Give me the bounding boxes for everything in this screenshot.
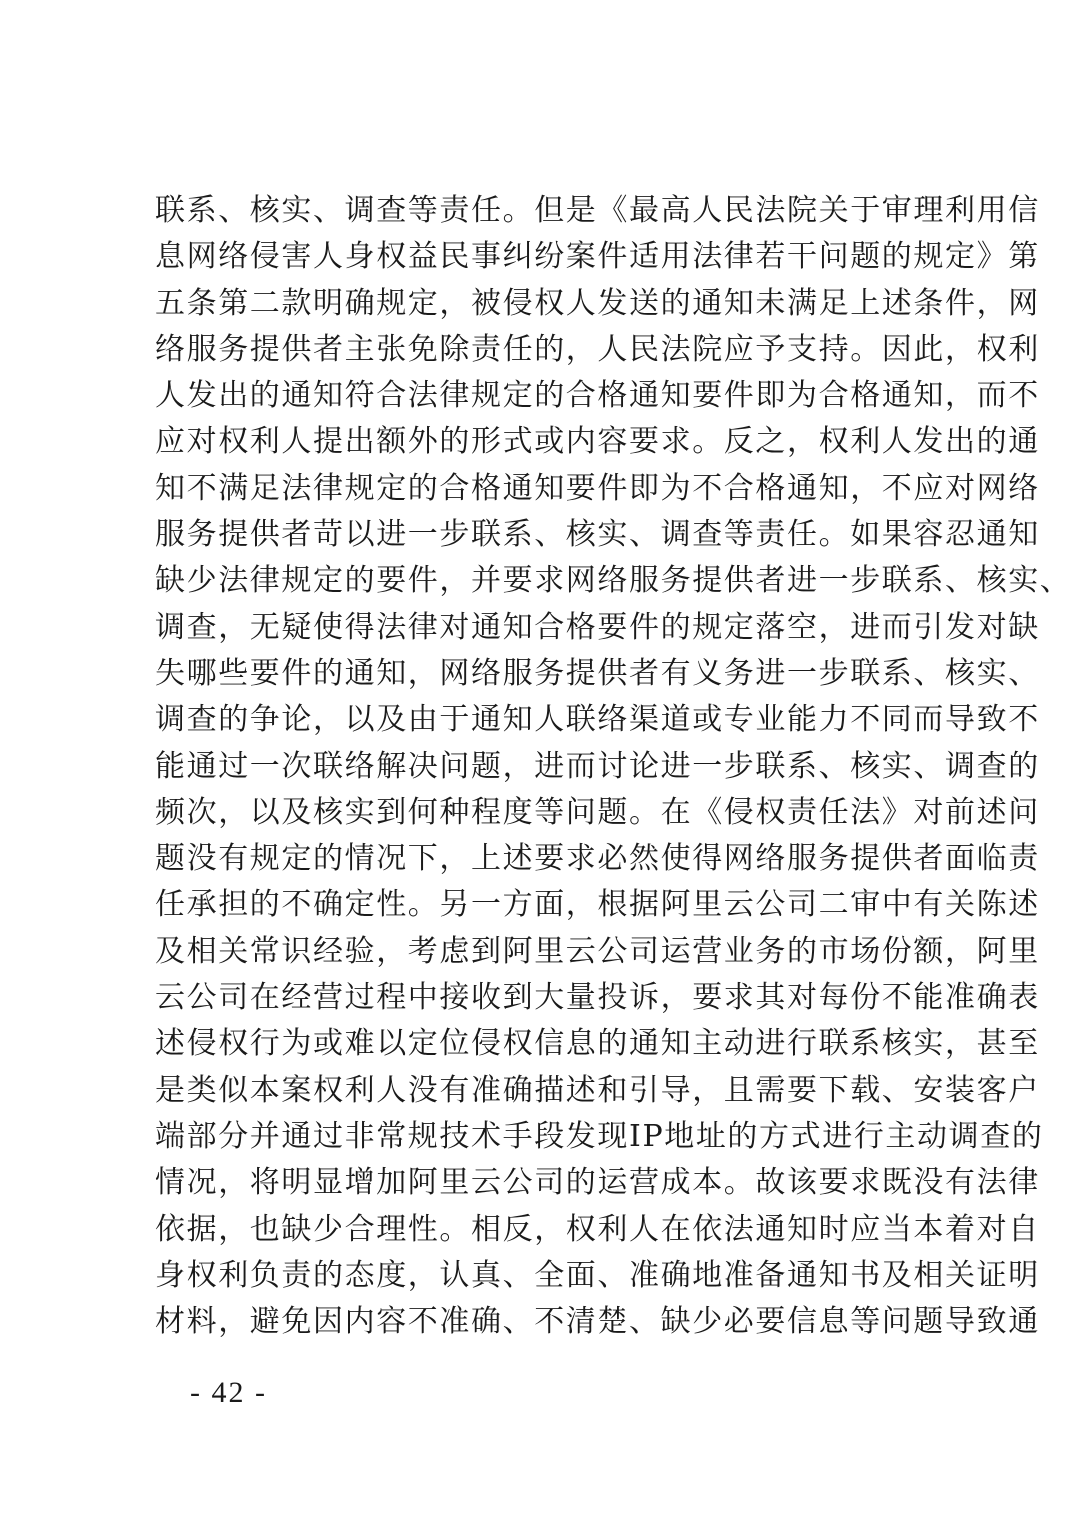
text-line: 调查，无疑使得法律对通知合格要件的规定落空，进而引发对缺: [155, 609, 1040, 645]
text-line: 身权利负责的态度，认真、全面、准确地准备通知书及相关证明: [155, 1257, 1040, 1293]
text-line: 任承担的不确定性。另一方面，根据阿里云公司二审中有关陈述: [155, 887, 1040, 923]
text-line: 缺少法律规定的要件，并要求网络服务提供者进一步联系、核实、: [155, 563, 1072, 599]
body-text: [155, 188, 1072, 1345]
text-line: 能通过一次联络解决问题，进而讨论进一步联系、核实、调查的: [155, 748, 1040, 784]
text-line: 情况，将明显增加阿里云公司的运营成本。故该要求既没有法律: [155, 1165, 1040, 1201]
text-line: 人发出的通知符合法律规定的合格通知要件即为合格通知，而不: [155, 378, 1040, 414]
page-number: - 42 -: [190, 1376, 267, 1409]
text-line: 五条第二款明确规定，被侵权人发送的通知未满足上述条件，网: [155, 285, 1040, 321]
text-line: 题没有规定的情况下，上述要求必然使得网络服务提供者面临责: [155, 841, 1040, 877]
text-line: 及相关常识经验，考虑到阿里云公司运营业务的市场份额，阿里: [155, 933, 1040, 969]
text-line: 调查的争论，以及由于通知人联络渠道或专业能力不同而导致不: [155, 702, 1040, 738]
text-line: 络服务提供者主张免除责任的，人民法院应予支持。因此，权利: [155, 331, 1040, 367]
text-line: 服务提供者苛以进一步联系、核实、调查等责任。如果容忍通知: [155, 517, 1040, 553]
text-line: 云公司在经营过程中接收到大量投诉，要求其对每份不能准确表: [155, 980, 1040, 1016]
text-line: 频次，以及核实到何种程度等问题。在《侵权责任法》对前述问: [155, 794, 1040, 830]
text-line: 息网络侵害人身权益民事纠纷案件适用法律若干问题的规定》第: [155, 239, 1040, 275]
text-line: 材料，避免因内容不准确、不清楚、缺少必要信息等问题导致通: [155, 1304, 1040, 1340]
text-line: 知不满足法律规定的合格通知要件即为不合格通知，不应对网络: [155, 470, 1040, 506]
text-line: 是类似本案权利人没有准确描述和引导，且需要下载、安装客户: [155, 1072, 1040, 1108]
text-line: 依据，也缺少合理性。相反，权利人在依法通知时应当本着对自: [155, 1211, 1040, 1247]
text-line: 失哪些要件的通知，网络服务提供者有义务进一步联系、核实、: [155, 655, 1040, 691]
text-line: 端部分并通过非常规技术手段发现IP地址的方式进行主动调查的: [155, 1118, 1044, 1154]
text-line: 述侵权行为或难以定位侵权信息的通知主动进行联系核实，甚至: [155, 1026, 1040, 1062]
text-line: 联系、核实、调查等责任。但是《最高人民法院关于审理利用信: [155, 193, 1040, 228]
text-line: 应对权利人提出额外的形式或内容要求。反之，权利人发出的通: [155, 424, 1040, 460]
